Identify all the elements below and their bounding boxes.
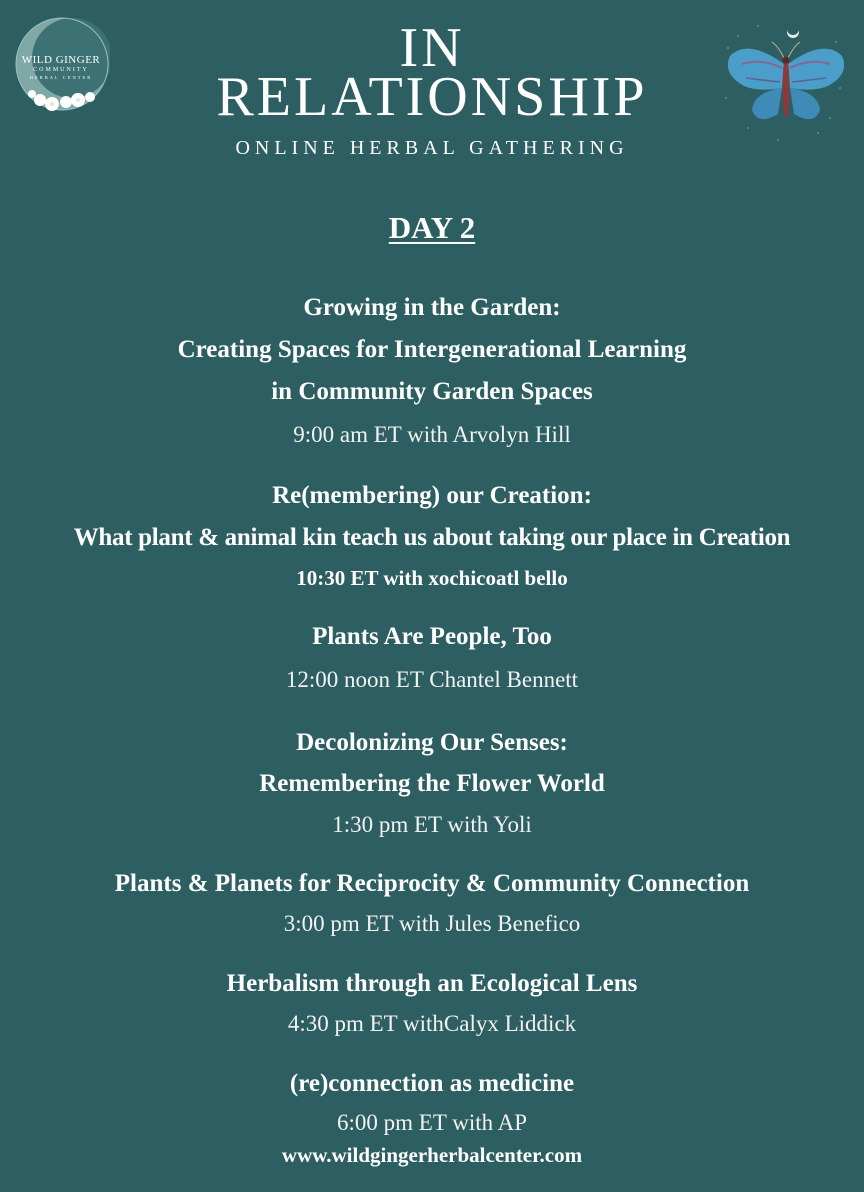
- session-2-title-line-1: Re(membering) our Creation:: [272, 482, 592, 509]
- session-1-detail: 9:00 am ET with Arvolyn Hill: [293, 422, 571, 447]
- session-4-title-line-1: Decolonizing Our Senses:: [296, 729, 568, 756]
- session-6-detail: 4:30 pm ET withCalyx Liddick: [287, 1011, 577, 1036]
- session-5-title: Plants & Planets for Reciprocity & Community Connection: [114, 870, 750, 897]
- day-heading: DAY 2: [388, 210, 476, 245]
- logo-subtitle-2: HERBAL CENTER: [29, 75, 93, 80]
- title-line-1: IN: [399, 17, 465, 79]
- session-4-title-line-2: Remembering the Flower World: [259, 770, 605, 797]
- session-3-detail: 12:00 noon ET Chantel Bennett: [285, 667, 579, 692]
- session-1-title-line-2: Creating Spaces for Intergenerational Learning: [177, 336, 687, 363]
- title-line-2: RELATIONSHIP: [216, 66, 648, 128]
- session-2-detail: 10:30 ET with xochicoatl bello: [296, 566, 568, 590]
- session-3-title: Plants Are People, Too: [312, 623, 552, 650]
- session-5-detail: 3:00 pm ET with Jules Benefico: [283, 911, 581, 936]
- session-7-detail: 6:00 pm ET with AP: [337, 1110, 527, 1135]
- session-1-title-line-3: in Community Garden Spaces: [271, 378, 593, 405]
- logo-subtitle: COMMUNITY: [33, 67, 89, 73]
- session-6-title: Herbalism through an Ecological Lens: [226, 970, 638, 997]
- website-link[interactable]: www.wildgingerherbalcenter.com: [281, 1143, 583, 1167]
- event-subtitle: ONLINE HERBAL GATHERING: [235, 137, 629, 159]
- session-7-title: (re)connection as medicine: [289, 1070, 575, 1097]
- session-1-title-line-1: Growing in the Garden:: [303, 294, 561, 321]
- session-2-title-line-2: What plant & animal kin teach us about taking our place in Creation: [73, 524, 791, 551]
- logo-title: WILD GINGER: [21, 54, 101, 66]
- session-4-detail: 1:30 pm ET with Yoli: [332, 812, 532, 837]
